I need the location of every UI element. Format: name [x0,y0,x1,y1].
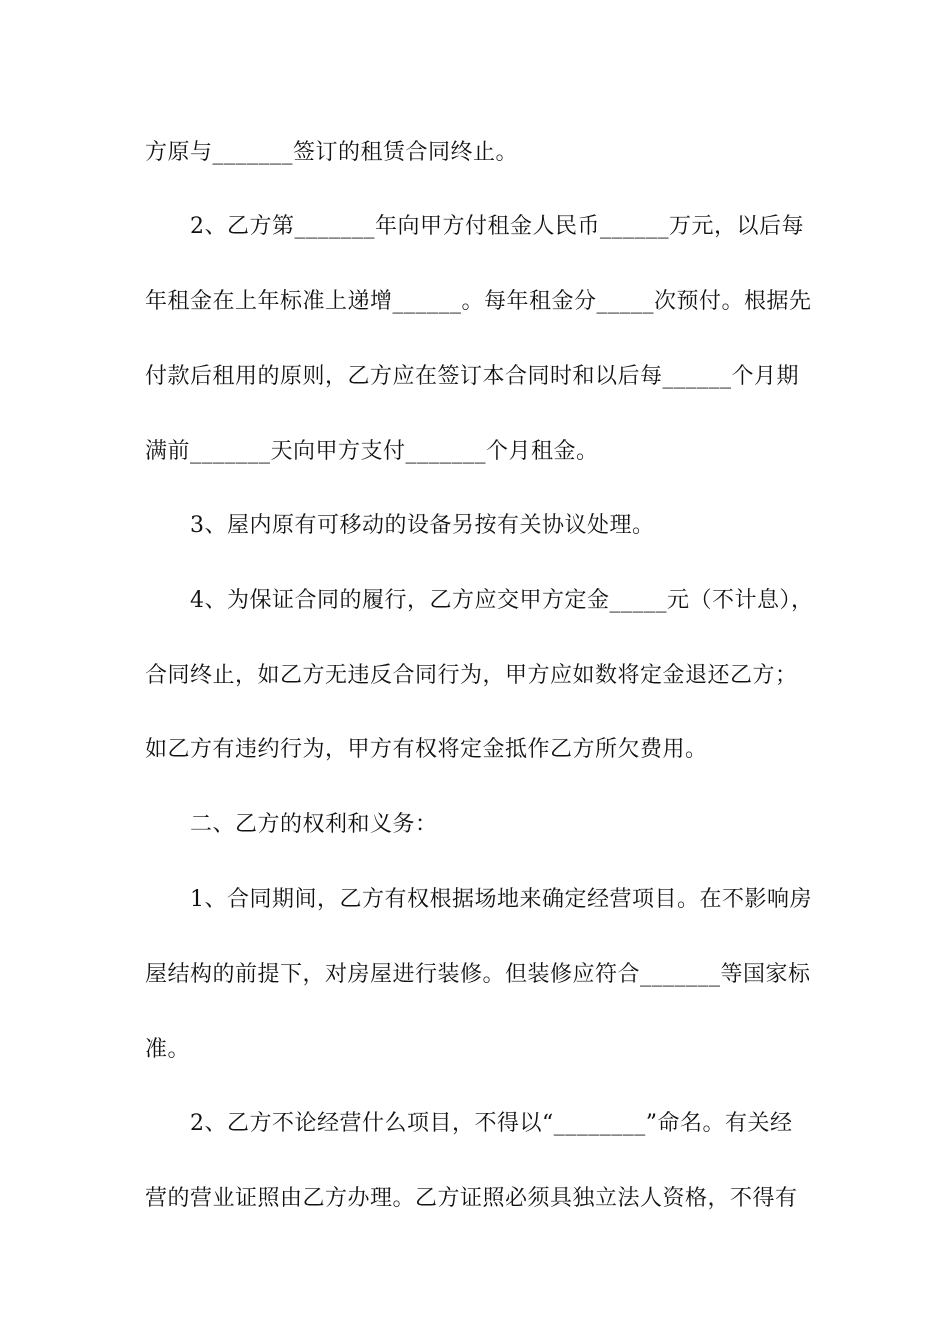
text-line: 如乙方有违约行为，甲方有权将定金抵作乙方所欠费用。 [145,737,708,762]
text-line: 营的营业证照由乙方办理。乙方证照必须具独立法人资格，不得有 [145,1186,798,1211]
text-line: 2、乙方第_______年向甲方付租金人民币______万元，以后每 [190,214,804,239]
text-line: 2、乙方不论经营什么项目，不得以“________”命名。有关经 [190,1111,793,1136]
text-line: 付款后租用的原则，乙方应在签订本合同时和以后每______个月期 [145,364,800,389]
text-line: 1、合同期间，乙方有权根据场地来确定经营项目。在不影响房 [190,887,812,912]
text-line: 准。 [145,1037,191,1062]
section-heading: 二、乙方的权利和义务： [190,812,438,837]
text-line: 4、为保证合同的履行，乙方应交甲方定金_____元（不计息）， [190,588,814,613]
text-line: 3、屋内原有可移动的设备另按有关协议处理。 [190,513,655,538]
text-line: 年租金在上年标准上递增______。每年租金分_____次预付。根据先 [145,289,812,314]
text-line: 满前_______天向甲方支付_______个月租金。 [145,439,599,464]
text-line: 屋结构的前提下，对房屋进行装修。但装修应符合_______等国家标 [145,962,811,987]
text-line: 方原与_______签订的租赁合同终止。 [145,140,519,165]
text-line: 合同终止，如乙方无违反合同行为，甲方应如数将定金退还乙方； [145,663,798,688]
